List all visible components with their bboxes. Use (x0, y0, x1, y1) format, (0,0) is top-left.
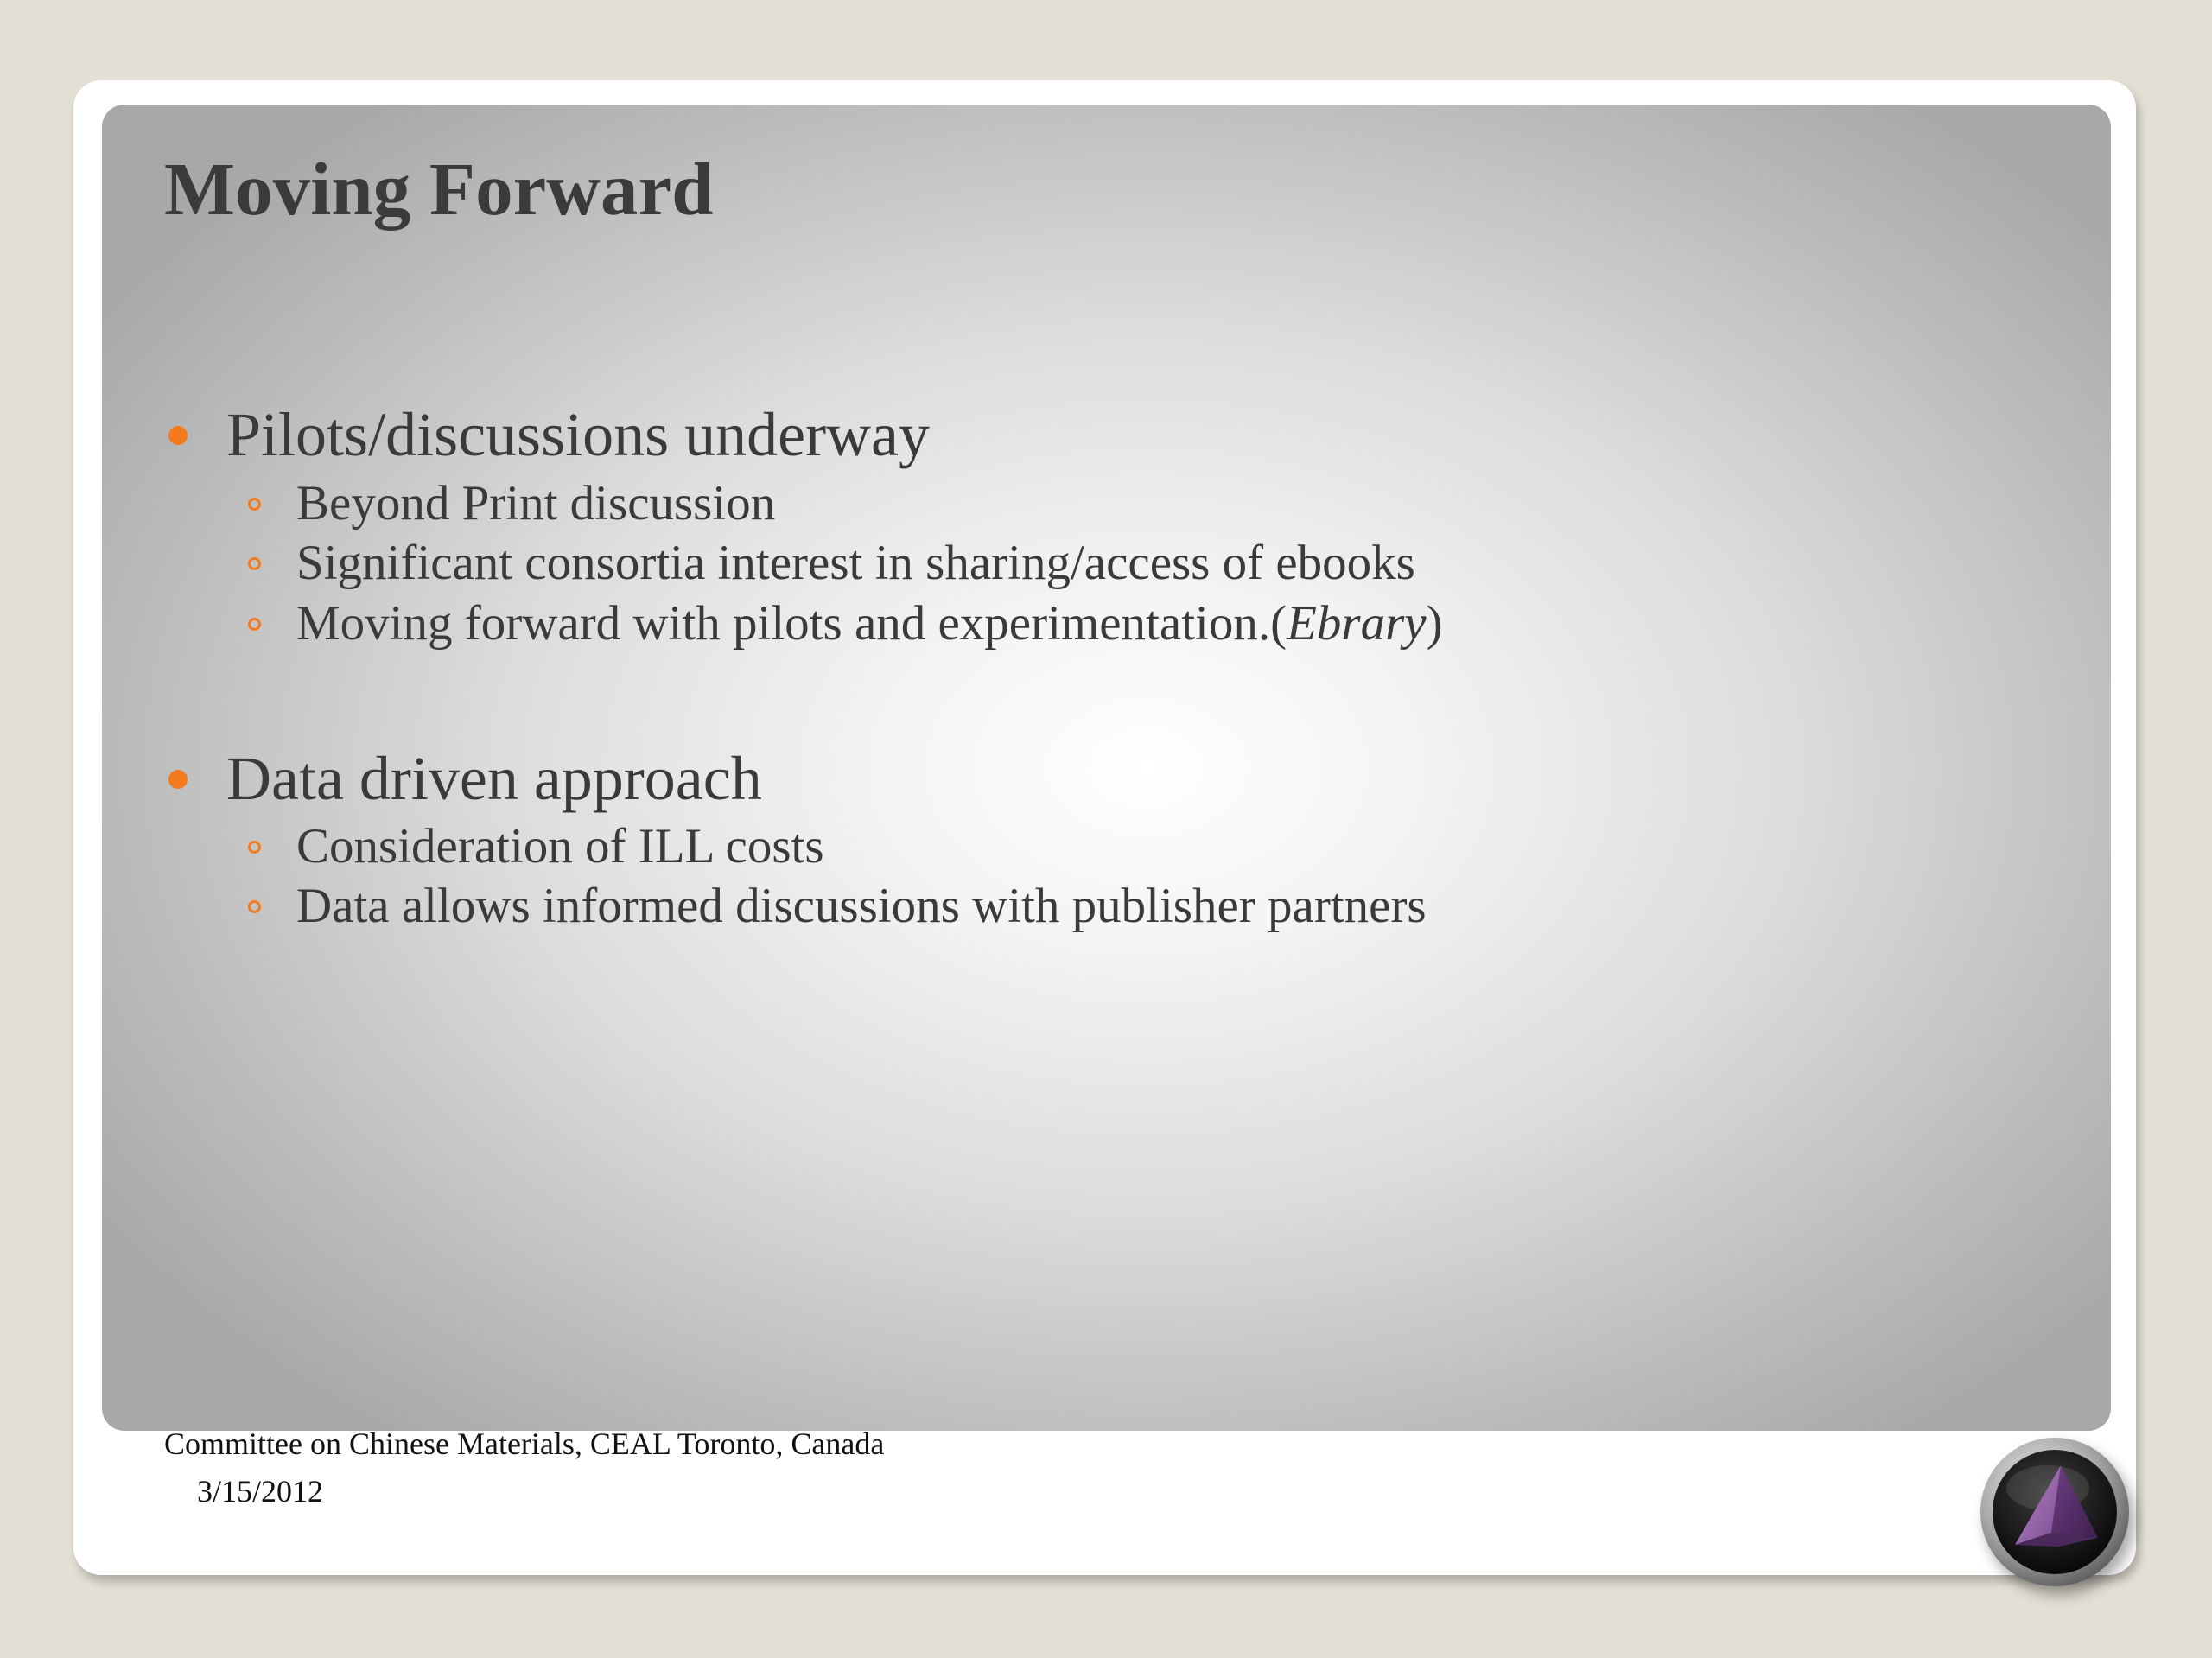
sub-bullet-ring-icon (248, 841, 261, 854)
bullet-dot-icon (168, 426, 188, 445)
footer-text: Committee on Chinese Materials, CEAL Toronto, Canada (164, 1426, 885, 1461)
sub-bullet-text (296, 596, 1443, 651)
purple-pyramid-icon (1979, 1436, 2131, 1588)
sub-bullet-ring-icon (248, 498, 261, 511)
sub-bullet-ring-icon (248, 900, 261, 913)
sub-bullet-ring-icon (248, 618, 261, 631)
sub-bullet-text: Data allows informed discussions with publisher partners (296, 879, 1427, 933)
sub-bullet-text-main: Moving forward with pilots and experimentation.( (296, 596, 1287, 651)
sub-bullet-ring-icon (248, 557, 261, 570)
bullet-text: Pilots/discussions underway (226, 400, 931, 469)
footer-date: 3/15/2012 (197, 1474, 324, 1509)
slide-title: Moving Forward (164, 147, 714, 231)
next-slide-button[interactable] (1979, 1436, 2131, 1588)
sub-bullet-text: Beyond Print discussion (296, 476, 776, 530)
sub-bullet-text: Consideration of ILL costs (296, 819, 824, 873)
bullet-text: Data driven approach (226, 744, 762, 813)
ebrary-italic: Ebrary (1287, 596, 1427, 651)
sub-bullet-text: Significant consortia interest in sharing/access of ebooks (296, 536, 1415, 590)
bullet-dot-icon (168, 770, 188, 789)
sub-bullet-text-end: ) (1426, 596, 1443, 651)
